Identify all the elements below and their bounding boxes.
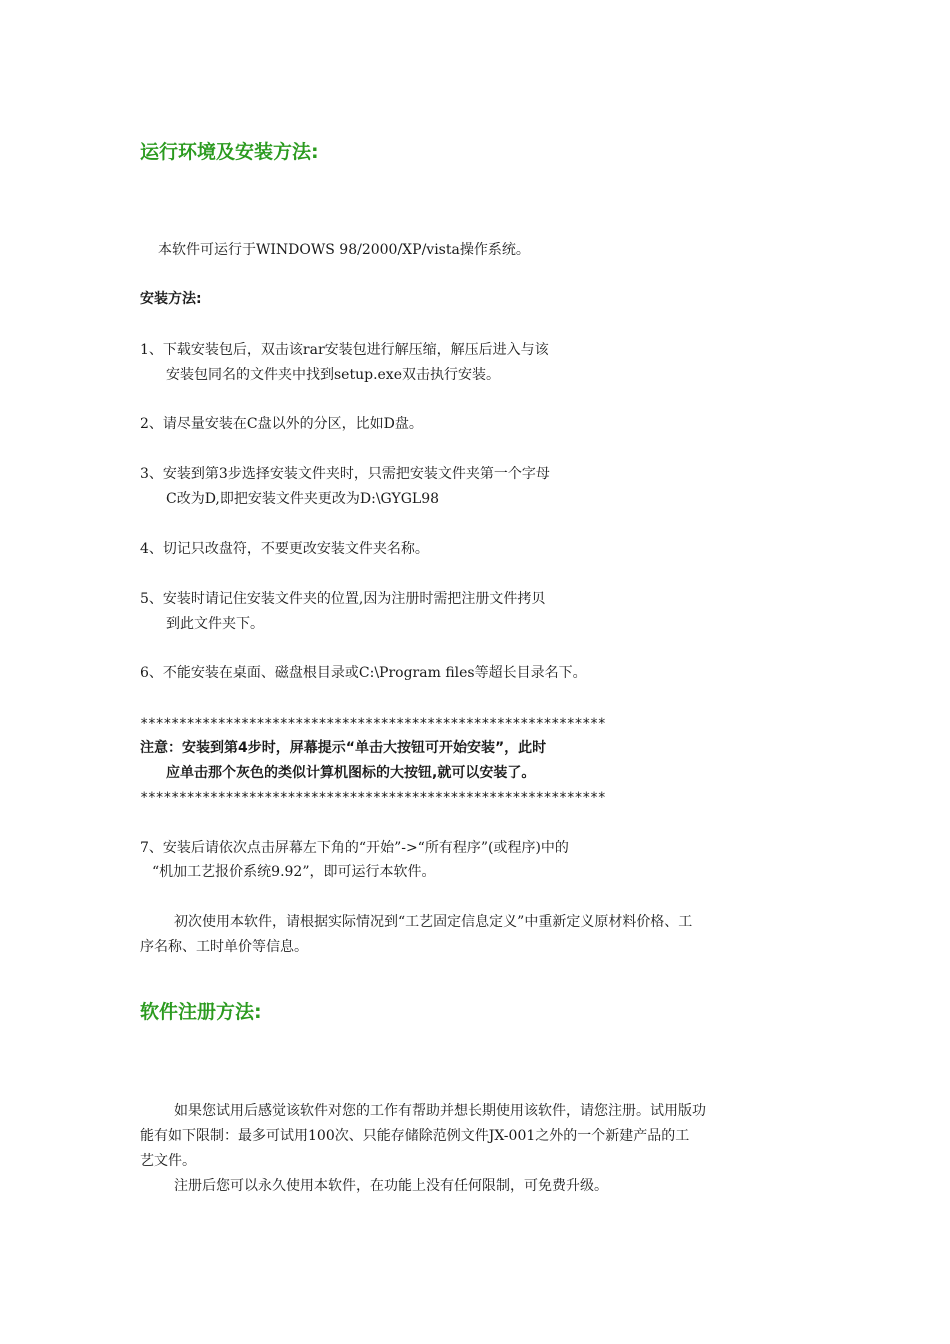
step-4: 4、切记只改盘符，不要更改安装文件夹名称。: [140, 541, 429, 557]
step-5-line-1: 5、安装时请记住安装文件夹的位置,因为注册时需把注册文件拷贝: [140, 591, 546, 607]
step-1-line-1: 1、下载安装包后，双击该rar安装包进行解压缩，解压后进入与该: [140, 342, 549, 358]
note-line-1: 注意：安装到第4步时，屏幕提示“单击大按钮可开始安装”，此时: [140, 740, 547, 756]
register-para-1-line-3: 艺文件。: [140, 1153, 196, 1169]
step-3-line-2: C改为D,即把安装文件夹更改为D:\GYGL98: [166, 491, 440, 507]
step-7-line-2: “机加工艺报价系统9.92”，即可运行本软件。: [152, 864, 436, 880]
heading-registration: 软件注册方法:: [140, 1001, 262, 1023]
note-divider-bottom: ************************************************************: [140, 790, 606, 806]
step-2: 2、请尽量安装在C盘以外的分区，比如D盘。: [140, 416, 423, 432]
register-para-2: 注册后您可以永久使用本软件，在功能上没有任何限制，可免费升级。: [174, 1178, 608, 1194]
step-5-line-2: 到此文件夹下。: [166, 616, 264, 632]
step-7-line-1: 7、安装后请依次点击屏幕左下角的“开始”->“所有程序”(或程序)中的: [140, 840, 569, 856]
step-6: 6、不能安装在桌面、磁盘根目录或C:\Program files等超长目录名下。: [140, 665, 587, 681]
register-para-1-line-2: 能有如下限制：最多可试用100次、只能存储除范例文件JX-001之外的一个新建产品的工: [140, 1128, 690, 1144]
step-1-line-2: 安装包同名的文件夹中找到setup.exe双击执行安装。: [166, 367, 500, 383]
first-use-line-2: 序名称、工时单价等信息。: [140, 939, 308, 955]
note-divider-top: ************************************************************: [140, 716, 606, 732]
env-text: 本软件可运行于WINDOWS 98/2000/XP/vista操作系统。: [158, 242, 530, 258]
note-line-2: 应单击那个灰色的类似计算机图标的大按钮,就可以安装了。: [166, 765, 536, 781]
register-para-1-line-1: 如果您试用后感觉该软件对您的工作有帮助并想长期使用该软件，请您注册。试用版功: [174, 1103, 706, 1119]
heading-environment-install: 运行环境及安装方法:: [140, 141, 319, 163]
first-use-line-1: 初次使用本软件，请根据实际情况到“工艺固定信息定义”中重新定义原材料价格、工: [174, 914, 693, 930]
step-3-line-1: 3、安装到第3步选择安装文件夹时，只需把安装文件夹第一个字母: [140, 466, 550, 482]
install-method-label: 安装方法:: [140, 291, 202, 307]
